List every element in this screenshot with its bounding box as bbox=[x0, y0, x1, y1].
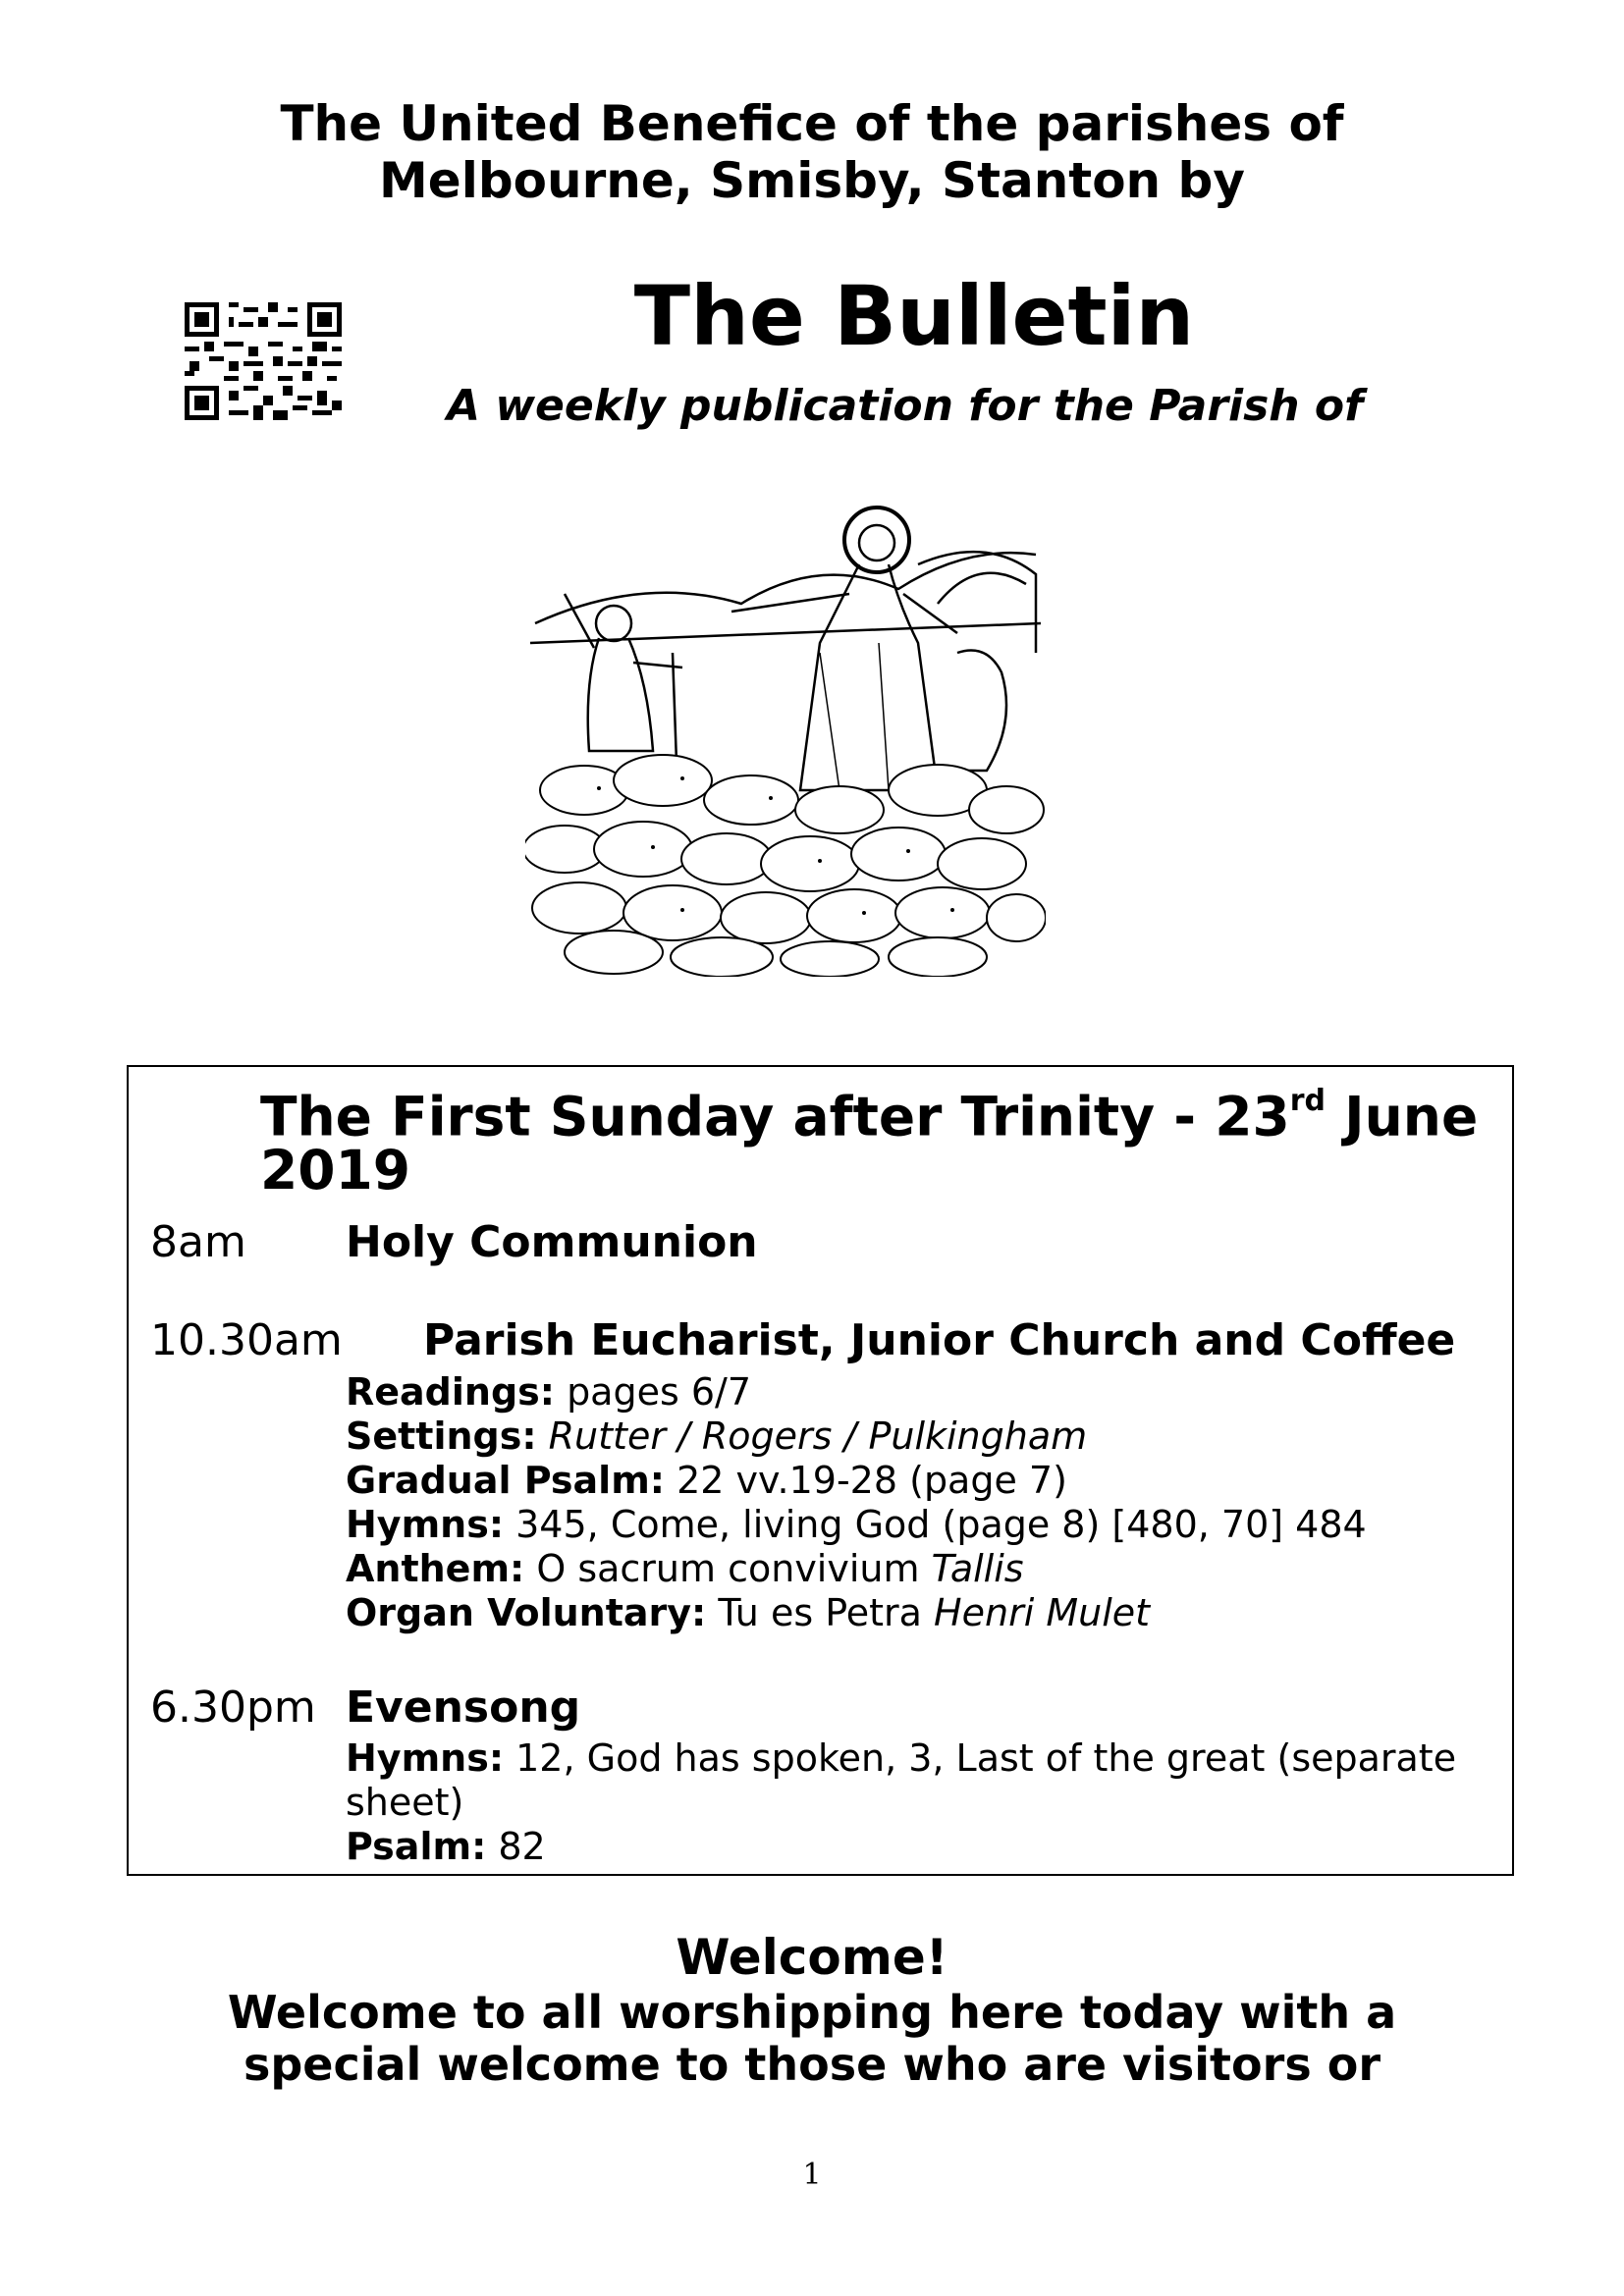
gradual-psalm-line: Gradual Psalm: 22 vv.19-28 (page 7) bbox=[346, 1459, 1067, 1502]
welcome-line-1: Welcome to all worshipping here today with a bbox=[227, 1986, 1397, 2039]
service-name-parish-eucharist: Parish Eucharist, Junior Church and Coffee bbox=[423, 1315, 1456, 1365]
anthem-line: Anthem: O sacrum convivium Tallis bbox=[346, 1547, 1024, 1590]
welcome-line-2: special welcome to those who are visitors or bbox=[243, 2038, 1381, 2091]
service-time-8am: 8am bbox=[150, 1217, 246, 1267]
hymns-line: Hymns: 345, Come, living God (page 8) [480, 70] 484 bbox=[346, 1503, 1367, 1546]
bulletin-title: The Bulletin bbox=[633, 268, 1195, 364]
benefice-header bbox=[0, 95, 1624, 209]
evensong-hymns-line: Hymns: 12, God has spoken, 3, Last of the great (separate bbox=[346, 1736, 1457, 1780]
welcome-heading: Welcome! bbox=[676, 1929, 948, 1986]
evensong-psalm-line: Psalm: 82 bbox=[346, 1825, 546, 1868]
welcome-text bbox=[0, 1987, 1624, 2091]
organ-voluntary-line: Organ Voluntary: Tu es Petra Henri Mulet bbox=[346, 1591, 1151, 1634]
evensong-hymns-continued: sheet) bbox=[346, 1781, 464, 1824]
sunday-title-ordinal: rd bbox=[1289, 1084, 1326, 1118]
benefice-line-2: Melbourne, Smisby, Stanton by bbox=[379, 152, 1245, 209]
sunday-title bbox=[260, 1076, 1478, 1148]
bulletin-subtitle: A weekly publication for the Parish of bbox=[447, 381, 1364, 431]
benefice-line-1: The United Benefice of the parishes of bbox=[280, 95, 1344, 152]
settings-line: Settings: Rutter / Rogers / Pulkingham bbox=[346, 1415, 1088, 1458]
page-number: 1 bbox=[802, 2158, 822, 2192]
jesus-swine-illustration bbox=[525, 496, 1046, 977]
readings-line: Readings: pages 6/7 bbox=[346, 1370, 752, 1414]
sunday-title-year: 2019 bbox=[260, 1139, 411, 1201]
service-time-630pm: 6.30pm bbox=[150, 1682, 316, 1733]
service-time-1030am: 10.30am bbox=[150, 1315, 343, 1365]
service-name-evensong: Evensong bbox=[346, 1682, 581, 1733]
sunday-title-text: The First Sunday after Trinity - 23 bbox=[260, 1085, 1290, 1148]
sunday-title-month: June bbox=[1326, 1085, 1479, 1148]
service-name-holy-communion: Holy Communion bbox=[346, 1217, 758, 1267]
